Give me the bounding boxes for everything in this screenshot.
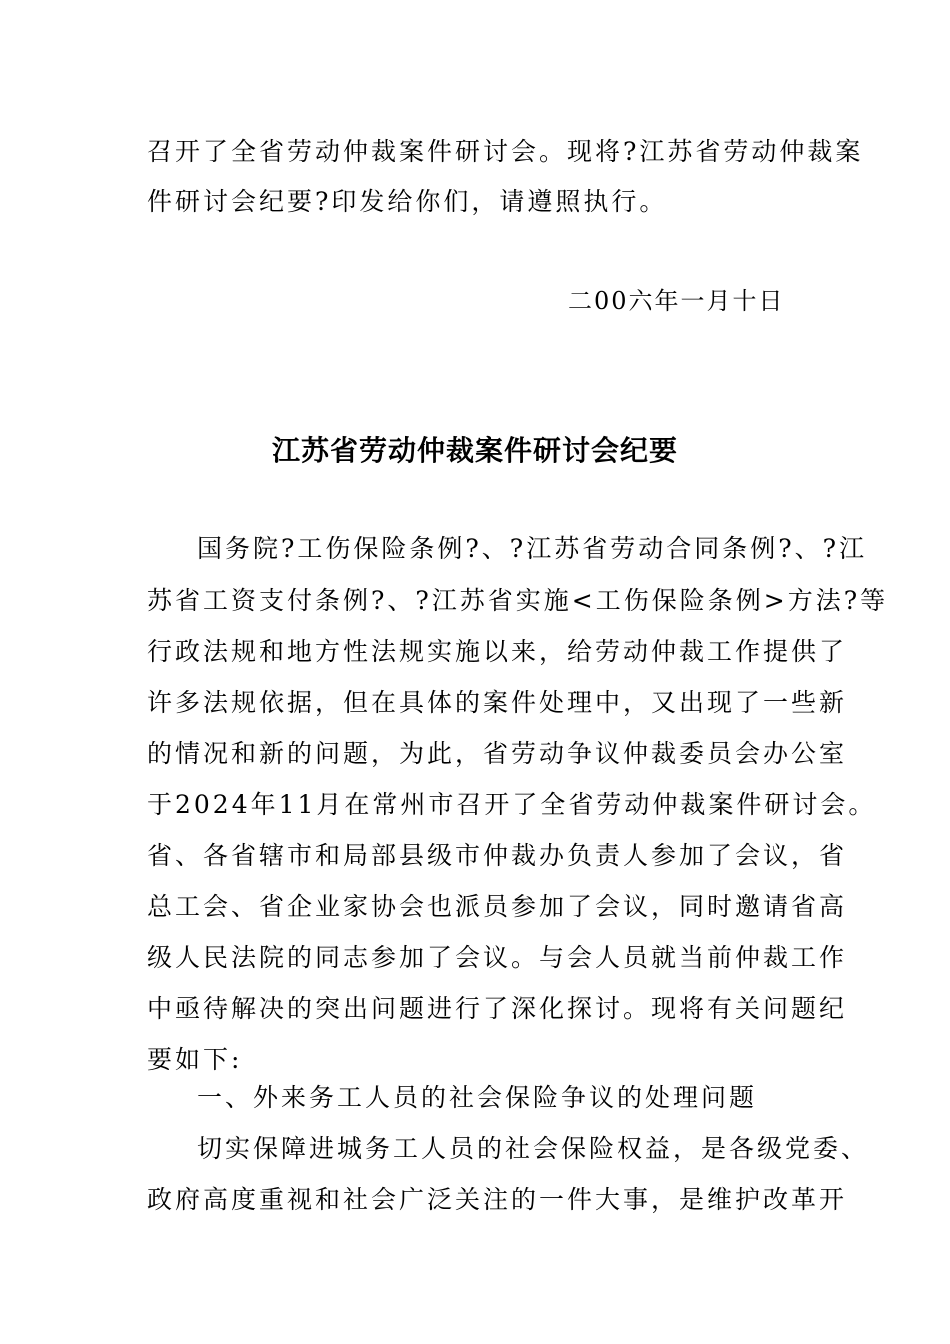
body-line: 省、各省辖市和局部县级市仲裁办负责人参加了会议，省	[147, 841, 848, 870]
body-line: 政府高度重视和社会广泛关注的一件大事，是维护改革开	[147, 1185, 848, 1214]
body-line: 苏省工资支付条例?、?江苏省实施<工伤保险条例>方法?等	[147, 586, 889, 615]
body-line: 行政法规和地方性法规实施以来，给劳动仲裁工作提供了	[147, 637, 848, 666]
body-line: 总工会、省企业家协会也派员参加了会议，同时邀请省高	[147, 892, 848, 921]
body-line: 于2024年11月在常州市召开了全省劳动仲裁案件研讨会。	[147, 790, 877, 819]
body-line: 中亟待解决的突出问题进行了深化探讨。现将有关问题纪	[147, 994, 848, 1023]
body-line: 国务院?工伤保险条例?、?江苏省劳动合同条例?、?江	[197, 534, 868, 563]
body-line: 要如下:	[147, 1045, 243, 1074]
body-line: 级人民法院的同志参加了会议。与会人员就当前仲裁工作	[147, 943, 848, 972]
intro-line: 召开了全省劳动仲裁案件研讨会。现将?江苏省劳动仲裁案	[147, 137, 864, 166]
body-line: 切实保障进城务工人员的社会保险权益，是各级党委、	[197, 1134, 870, 1163]
document-date: 二00六年一月十日	[568, 287, 785, 315]
document-title: 江苏省劳动仲裁案件研讨会纪要	[271, 434, 678, 467]
body-line: 许多法规依据，但在具体的案件处理中，又出现了一些新	[147, 688, 848, 717]
intro-line: 件研讨会纪要?印发给你们，请遵照执行。	[147, 187, 668, 216]
body-line: 的情况和新的问题，为此，省劳动争议仲裁委员会办公室	[147, 739, 848, 768]
section-heading: 一、外来务工人员的社会保险争议的处理问题	[197, 1083, 758, 1112]
